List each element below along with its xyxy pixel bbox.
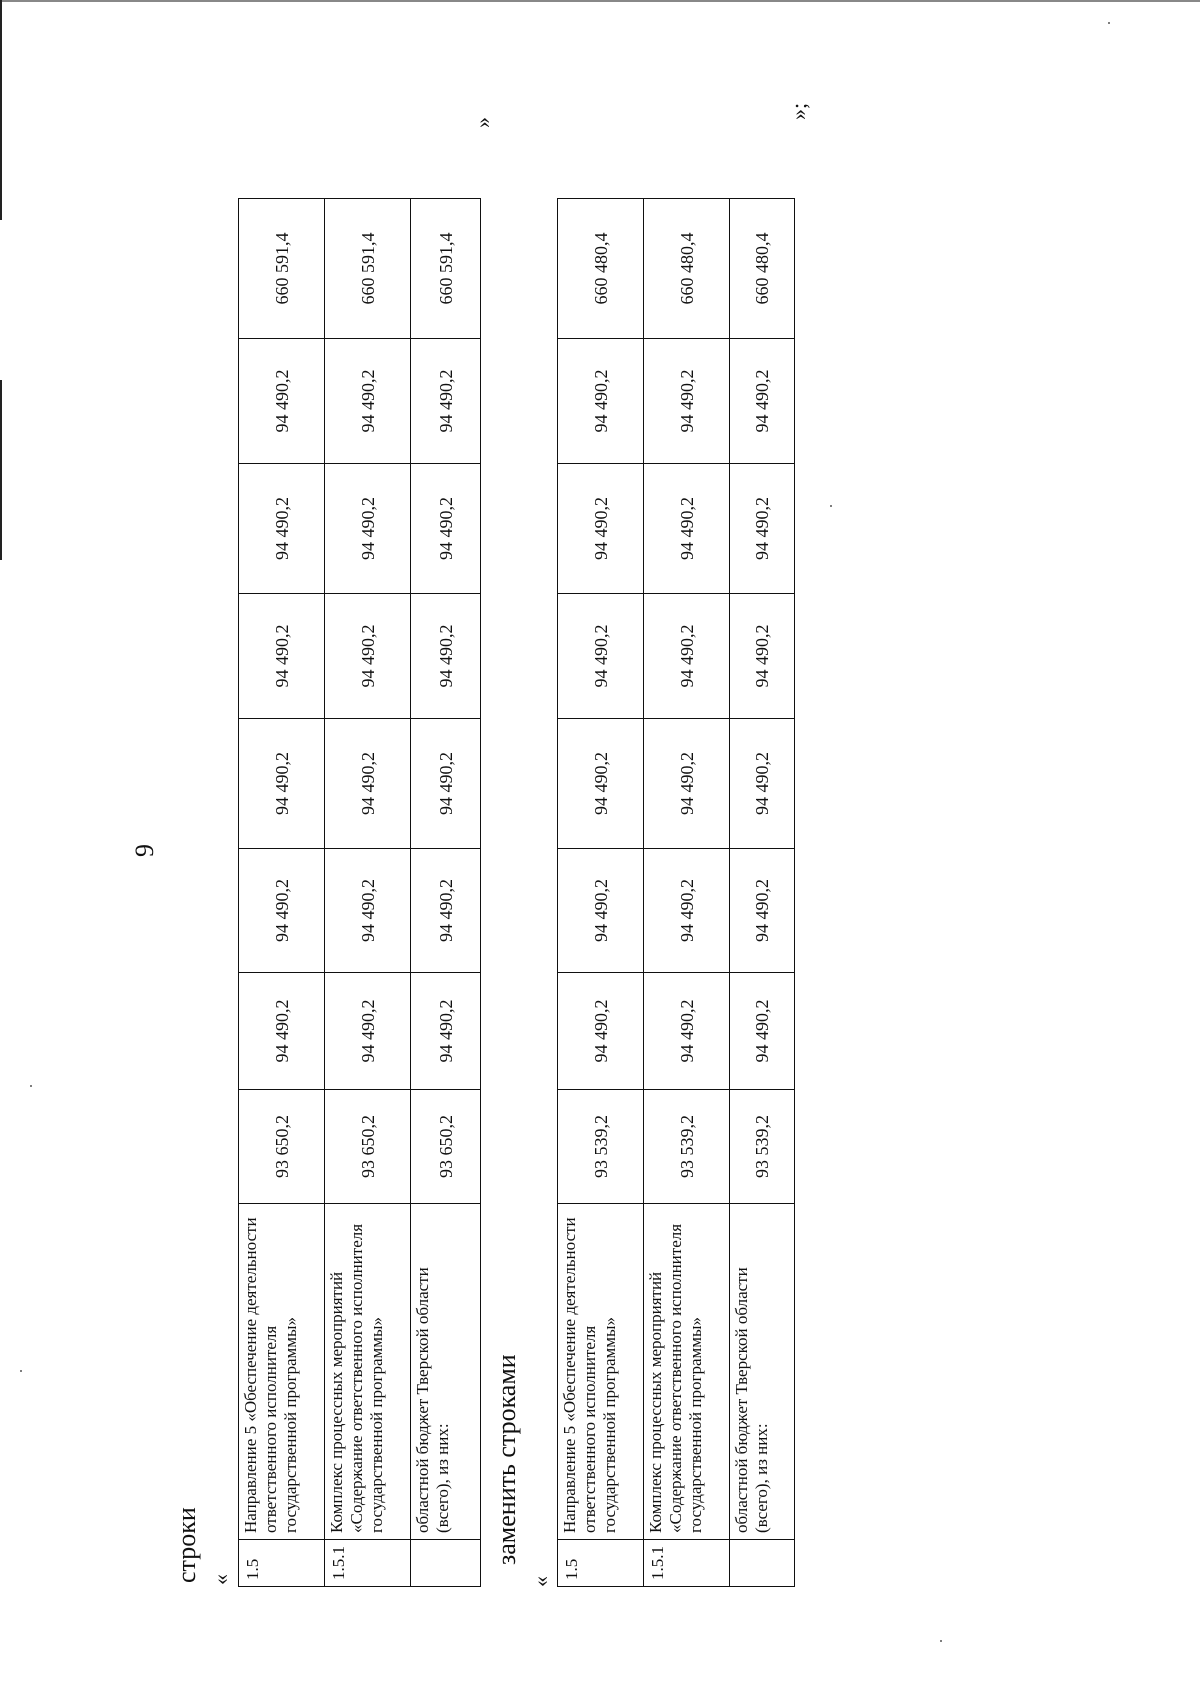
year-value-cell: 93 539,2 (558, 1090, 644, 1204)
year-value-cell: 93 539,2 (730, 1090, 795, 1204)
year-value-cell: 93 650,2 (411, 1090, 481, 1204)
year-value-cell: 94 490,2 (644, 973, 730, 1090)
total-value-cell: 660 591,4 (325, 199, 411, 339)
year-value-cell: 94 490,2 (558, 849, 644, 973)
year-value-cell: 94 490,2 (558, 464, 644, 594)
year-value-cell: 94 490,2 (325, 594, 411, 719)
year-value-cell: 94 490,2 (239, 594, 325, 719)
year-value-cell: 94 490,2 (239, 464, 325, 594)
year-value-cell: 94 490,2 (644, 849, 730, 973)
total-value-cell: 660 591,4 (411, 199, 481, 339)
table-row (239, 199, 325, 1587)
original-rows-table (238, 198, 481, 1587)
scan-speck (940, 1640, 942, 1642)
year-value-cell: 94 490,2 (239, 339, 325, 464)
row-number: 1.5.1 (325, 1540, 411, 1587)
year-value-cell: 94 490,2 (644, 594, 730, 719)
row-name: Направление 5 «Обеспечение деятельности ответственного исполнителя государственной программы» (239, 1204, 325, 1540)
year-value-cell: 94 490,2 (558, 339, 644, 464)
table-row (644, 199, 730, 1587)
table-row (411, 199, 481, 1587)
year-value-cell: 94 490,2 (325, 849, 411, 973)
section-heading-strings: строки (172, 1507, 201, 1583)
row-number (730, 1540, 795, 1587)
year-value-cell: 94 490,2 (411, 973, 481, 1090)
year-value-cell: 94 490,2 (239, 973, 325, 1090)
year-value-cell: 94 490,2 (558, 719, 644, 849)
table-row (325, 199, 411, 1587)
closing-quote: » (470, 117, 495, 128)
opening-quote: « (528, 1576, 553, 1587)
year-value-cell: 93 539,2 (644, 1090, 730, 1204)
year-value-cell: 94 490,2 (411, 464, 481, 594)
page-number: 9 (130, 844, 159, 857)
row-name: Комплекс процессных мероприятий «Содержание ответственного исполнителя государственной программы» (325, 1204, 411, 1540)
year-value-cell: 94 490,2 (411, 719, 481, 849)
year-value-cell: 93 650,2 (239, 1090, 325, 1204)
year-value-cell: 94 490,2 (644, 464, 730, 594)
year-value-cell: 94 490,2 (325, 719, 411, 849)
table-row (730, 199, 795, 1587)
year-value-cell: 94 490,2 (730, 849, 795, 973)
opening-quote: « (208, 1574, 233, 1585)
year-value-cell: 94 490,2 (325, 464, 411, 594)
year-value-cell: 94 490,2 (325, 973, 411, 1090)
replacement-rows-table (557, 198, 795, 1587)
scan-speck (30, 1085, 32, 1087)
year-value-cell: 94 490,2 (730, 973, 795, 1090)
year-value-cell: 94 490,2 (730, 464, 795, 594)
section-heading-replace: заменить строками (492, 1354, 521, 1565)
year-value-cell: 94 490,2 (411, 594, 481, 719)
row-name: Направление 5 «Обеспечение деятельности ответственного исполнителя государственной программы» (558, 1204, 644, 1540)
row-number (411, 1540, 481, 1587)
row-number: 1.5.1 (644, 1540, 730, 1587)
total-value-cell: 660 480,4 (644, 199, 730, 339)
year-value-cell: 94 490,2 (644, 339, 730, 464)
row-number: 1.5 (558, 1540, 644, 1587)
year-value-cell: 94 490,2 (239, 849, 325, 973)
year-value-cell: 94 490,2 (730, 339, 795, 464)
closing-quote: »; (786, 102, 811, 120)
total-value-cell: 660 480,4 (558, 199, 644, 339)
scan-speck (830, 505, 832, 507)
row-name: Комплекс процессных мероприятий «Содержание ответственного исполнителя государственной программы» (644, 1204, 730, 1540)
scan-speck (1108, 22, 1110, 24)
table-row (558, 199, 644, 1587)
row-name: областной бюджет Тверской области (всего), из них: (411, 1204, 481, 1540)
total-value-cell: 660 591,4 (239, 199, 325, 339)
year-value-cell: 94 490,2 (558, 973, 644, 1090)
year-value-cell: 94 490,2 (558, 594, 644, 719)
row-number: 1.5 (239, 1540, 325, 1587)
year-value-cell: 94 490,2 (730, 594, 795, 719)
year-value-cell: 94 490,2 (411, 849, 481, 973)
year-value-cell: 94 490,2 (239, 719, 325, 849)
year-value-cell: 94 490,2 (325, 339, 411, 464)
scan-speck (20, 1370, 22, 1372)
year-value-cell: 94 490,2 (730, 719, 795, 849)
row-name: областной бюджет Тверской области (всего), из них: (730, 1204, 795, 1540)
year-value-cell: 93 650,2 (325, 1090, 411, 1204)
year-value-cell: 94 490,2 (644, 719, 730, 849)
year-value-cell: 94 490,2 (411, 339, 481, 464)
total-value-cell: 660 480,4 (730, 199, 795, 339)
